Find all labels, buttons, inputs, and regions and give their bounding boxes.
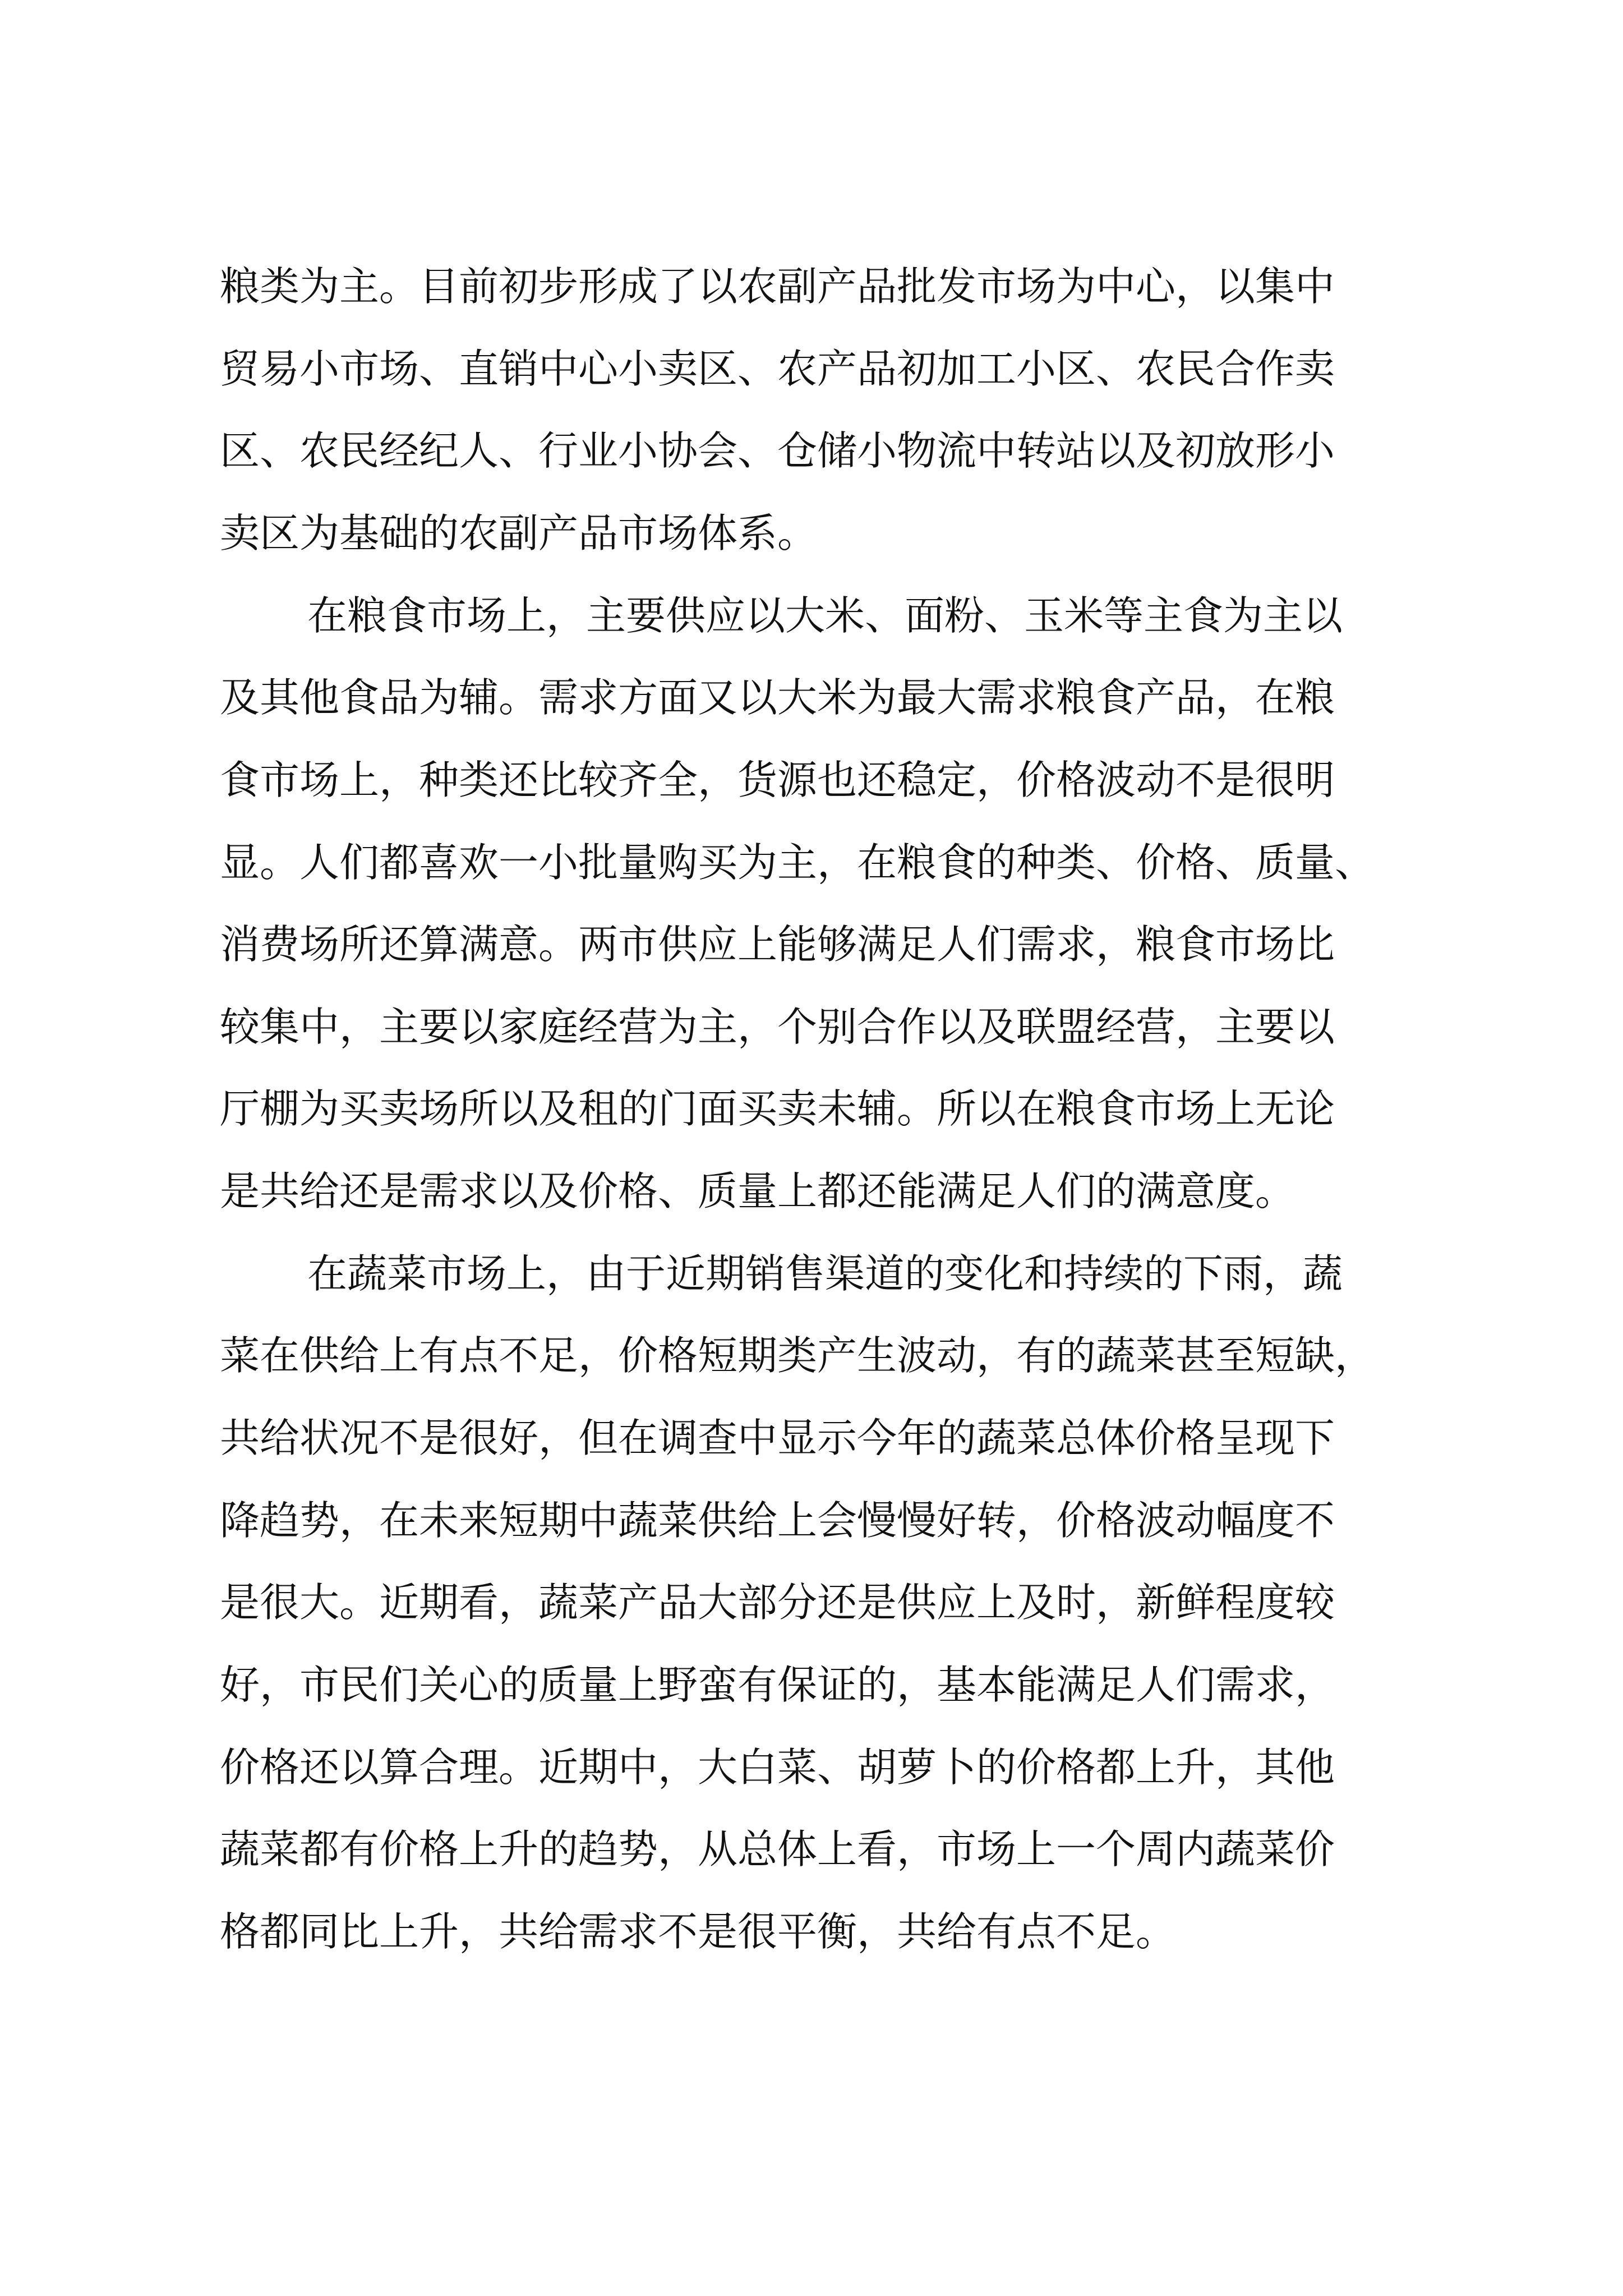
text-line: 较集中，主要以家庭经营为主，个别合作以及联盟经营，主要以 [220, 1004, 1335, 1050]
text-line: 是很大。近期看，蔬菜产品大部分还是供应上及时，新鲜程度较 [220, 1579, 1335, 1626]
text-line: 菜在供给上有点不足，价格短期类产生波动，有的蔬菜甚至短缺， [220, 1332, 1375, 1379]
paragraph-first-line: 在蔬菜市场上，由于近期销售渠道的变化和持续的下雨，蔬 [307, 1250, 1343, 1297]
text-line: 食市场上，种类还比较齐全，货源也还稳定，价格波动不是很明 [220, 757, 1335, 803]
text-line: 及其他食品为辅。需求方面又以大米为最大需求粮食产品，在粮 [220, 674, 1335, 721]
text-line: 格都同比上升，共给需求不是很平衡，共给有点不足。 [220, 1908, 1176, 1955]
text-line: 贸易小市场、直销中心小卖区、农产品初加工小区、农民合作卖 [220, 346, 1335, 392]
paragraph-first-line: 在粮食市场上，主要供应以大米、面粉、玉米等主食为主以 [307, 592, 1343, 639]
text-line: 显。人们都喜欢一小批量购买为主，在粮食的种类、价格、质量、 [220, 839, 1375, 886]
text-line: 卖区为基础的农副产品市场体系。 [220, 510, 818, 556]
text-line: 厅棚为买卖场所以及租的门面买卖未辅。所以在粮食市场上无论 [220, 1085, 1335, 1132]
text-line: 消费场所还算满意。两市供应上能够满足人们需求，粮食市场比 [220, 921, 1335, 968]
text-line: 是共给还是需求以及价格、质量上都还能满足人们的满意度。 [220, 1168, 1295, 1214]
page-number-footer [0, 2106, 1623, 2146]
text-line: 蔬菜都有价格上升的趋势，从总体上看，市场上一个周内蔬菜价 [220, 1826, 1335, 1872]
text-line: 粮类为主。目前初步形成了以农副产品批发市场为中心，以集中 [220, 263, 1335, 310]
text-line: 价格还以算合理。近期中，大白菜、胡萝卜的价格都上升，其他 [220, 1744, 1335, 1791]
text-line: 共给状况不是很好，但在调查中显示今年的蔬菜总体价格呈现下 [220, 1415, 1335, 1461]
text-line: 降趋势，在未来短期中蔬菜供给上会慢慢好转，价格波动幅度不 [220, 1497, 1335, 1544]
text-line: 好，市民们关心的质量上野蛮有保证的，基本能满足人们需求， [220, 1662, 1335, 1708]
text-line: 区、农民经纪人、行业小协会、仓储小物流中转站以及初放形小 [220, 427, 1335, 474]
